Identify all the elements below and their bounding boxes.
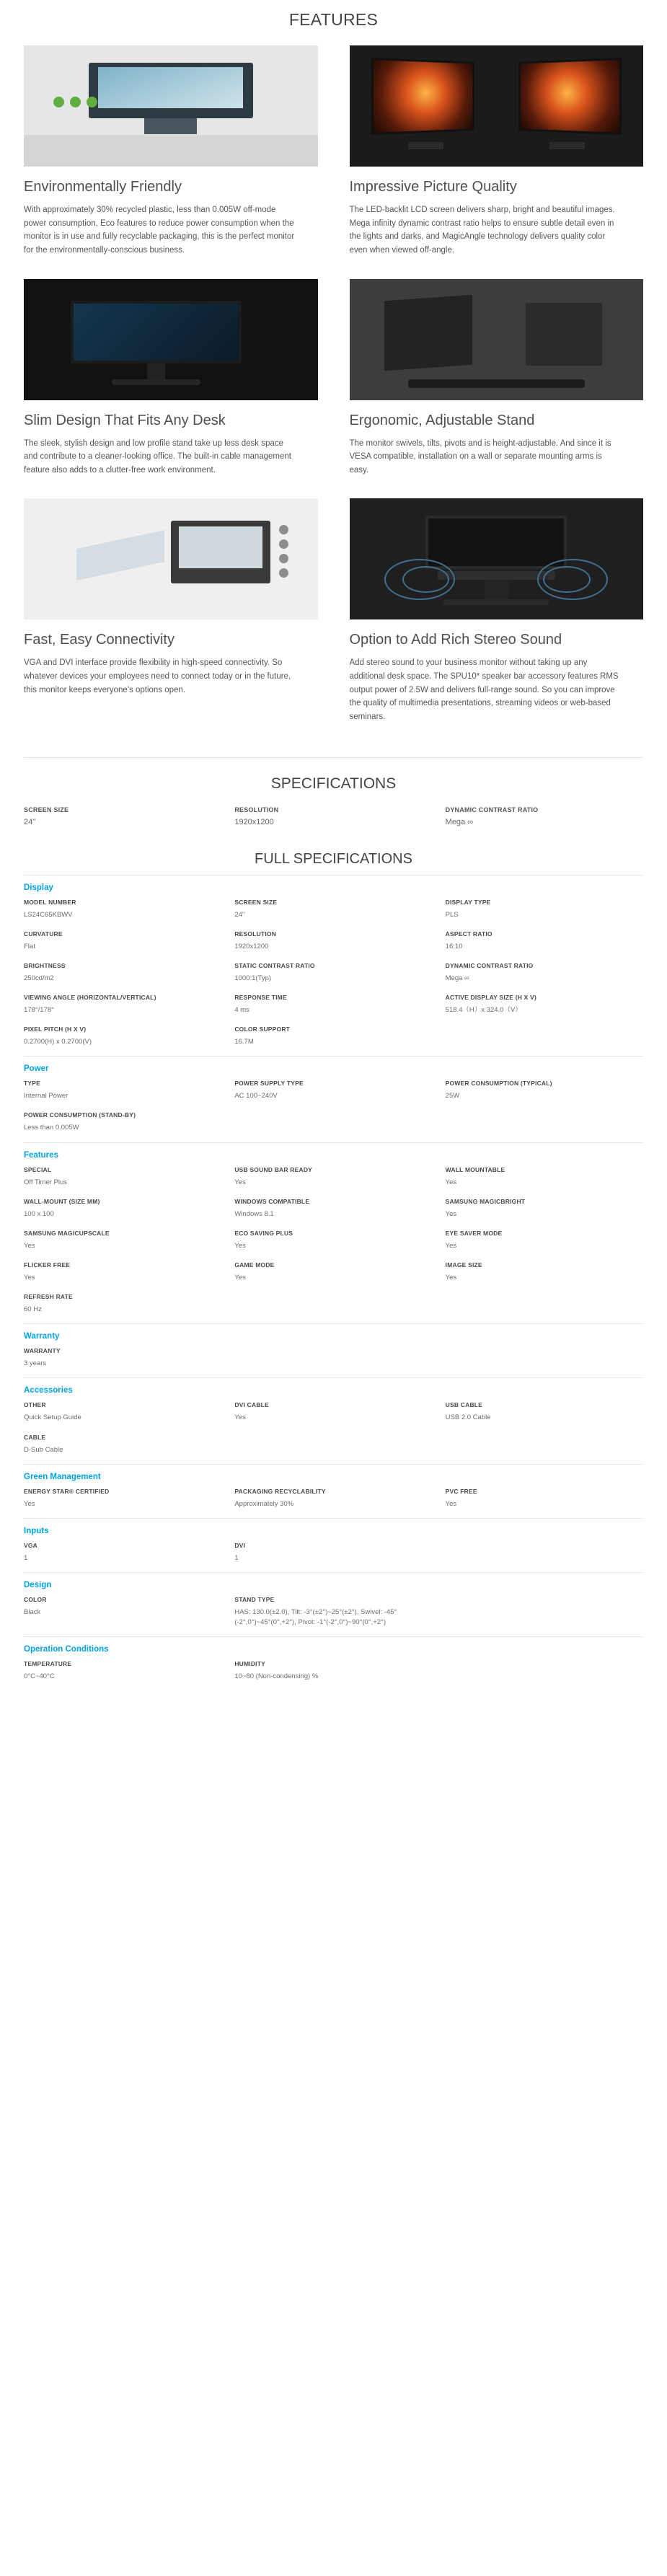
spec-value: Mega ∞ (445, 974, 469, 982)
spec-value: 0.2700(H) x 0.2700(V) (24, 1038, 92, 1046)
full-specifications-table (0, 875, 667, 1711)
section-divider (24, 757, 643, 758)
spec-key: RESOLUTION (234, 930, 277, 938)
spec-cell (24, 994, 221, 1015)
feature-image-connectivity (24, 498, 318, 619)
spec-value: AC 100~240V (234, 1092, 278, 1100)
feature-title: Slim Design That Fits Any Desk (24, 412, 226, 428)
spec-key: SAMSUNG MAGICUPSCALE (24, 1229, 110, 1237)
spec-key: PIXEL PITCH (H X V) (24, 1025, 87, 1033)
spec-section-operation-conditions (24, 1636, 643, 1690)
spec-key: GAME MODE (234, 1261, 275, 1269)
spec-key: DVI CABLE (234, 1401, 269, 1409)
spec-key: TEMPERATURE (24, 1660, 72, 1668)
spec-value: 24" (24, 817, 36, 826)
spec-cell (24, 930, 221, 952)
spec-cell (24, 1261, 221, 1283)
spec-section-green-management (24, 1464, 643, 1518)
spec-section-grid (24, 899, 643, 1054)
spec-value: Off Timer Plus (24, 1178, 68, 1186)
spec-section-heading: Accessories (24, 1386, 73, 1395)
spec-cell (24, 1596, 221, 1628)
feature-body: VGA and DVI interface provide flexibility in high-speed connectivity. So whatever devices your employees need to connect today or in the future, this monitor keeps everyone's options open. (24, 658, 291, 694)
features-grid (0, 45, 667, 724)
spec-key: DISPLAY TYPE (445, 898, 491, 906)
spec-key: SCREEN SIZE (24, 806, 69, 813)
spec-key: HUMIDITY (234, 1660, 266, 1668)
spec-section-warranty (24, 1323, 643, 1377)
spec-section-grid (24, 1488, 643, 1515)
spec-value: 1 (234, 1553, 239, 1562)
spec-value: 1000:1(Typ) (234, 974, 272, 982)
feature-body: The sleek, stylish design and low profile stand take up less desk space and contribute to a cleaner-looking office. The built-in cable management feature also adds to a clutter-free work environment. (24, 438, 291, 475)
spec-key: CURVATURE (24, 930, 63, 938)
feature-image-stereo-sound (350, 498, 644, 619)
spec-section-grid (24, 1401, 643, 1460)
spec-key: WINDOWS COMPATIBLE (234, 1197, 310, 1205)
spec-value: 60 Hz (24, 1305, 42, 1314)
spec-summary-cell (446, 806, 643, 826)
feature-body: Add stereo sound to your business monitor without taking up any additional desk space. The SPU10* speaker bar accessory features RMS output power of 2.5W and delivers full-range sound. So you can improve the quality of multimedia presentations, streaming videos or web-based seminars. (349, 658, 619, 721)
feature-title: Ergonomic, Adjustable Stand (349, 412, 535, 428)
spec-value: 0°C~40°C (24, 1672, 55, 1681)
spec-value: 25W (445, 1092, 460, 1100)
spec-key: ASPECT RATIO (445, 930, 492, 938)
spec-cell (446, 1166, 643, 1188)
spec-cell (234, 994, 432, 1015)
spec-key: STATIC CONTRAST RATIO (234, 961, 315, 969)
feature-title: Option to Add Rich Stereo Sound (349, 632, 562, 648)
spec-cell (234, 930, 432, 952)
spec-key: PACKAGING RECYCLABILITY (234, 1487, 326, 1495)
specifications-summary (0, 806, 667, 826)
spec-key: VGA (24, 1541, 38, 1549)
spec-value: Yes (234, 1241, 246, 1250)
spec-key: WALL MOUNTABLE (445, 1165, 505, 1173)
feature-image-ergonomic-stand (350, 279, 644, 400)
spec-key: MODEL NUMBER (24, 898, 76, 906)
spec-value: 10~80 (Non-condensing) % (234, 1672, 319, 1681)
spec-key: ECO SAVING PLUS (234, 1229, 293, 1237)
feature-title: Fast, Easy Connectivity (24, 632, 175, 648)
feature-title: Impressive Picture Quality (349, 179, 517, 195)
spec-section-heading: Power (24, 1064, 49, 1074)
feature-image-picture-quality (350, 45, 644, 167)
spec-section-grid (24, 1660, 643, 1688)
spec-section-display (24, 875, 643, 1057)
spec-key: SPECIAL (24, 1165, 52, 1173)
spec-cell (24, 1293, 221, 1315)
spec-key: SCREEN SIZE (234, 898, 278, 906)
spec-value: Yes (24, 1499, 35, 1508)
feature-card (350, 45, 644, 257)
spec-cell (234, 962, 432, 984)
spec-value: 16:10 (445, 942, 463, 950)
spec-cell (24, 1542, 221, 1563)
spec-cell (446, 962, 643, 984)
spec-value: Windows 8.1 (234, 1209, 274, 1218)
spec-cell (234, 1401, 432, 1423)
spec-cell (446, 1488, 643, 1509)
spec-key: CABLE (24, 1433, 46, 1441)
spec-value: 518.4（H）x 324.0（V） (445, 1005, 522, 1014)
spec-value: Yes (445, 1209, 457, 1218)
feature-card (350, 498, 644, 723)
spec-cell (234, 899, 432, 920)
spec-cell (24, 1434, 221, 1455)
spec-value: Yes (234, 1413, 246, 1422)
spec-key: COLOR (24, 1596, 47, 1604)
spec-section-features (24, 1142, 643, 1324)
spec-section-grid (24, 1166, 643, 1321)
spec-cell (234, 1230, 432, 1251)
spec-section-grid (24, 1596, 643, 1633)
spec-cell (24, 1401, 221, 1423)
spec-cell (446, 1198, 643, 1219)
spec-cell (234, 1542, 432, 1563)
spec-section-power (24, 1056, 643, 1142)
spec-key: PVC FREE (445, 1487, 477, 1495)
spec-key: POWER SUPPLY TYPE (234, 1080, 304, 1088)
spec-value: Less than 0.005W (24, 1124, 79, 1132)
spec-section-heading: Operation Conditions (24, 1645, 109, 1654)
spec-section-heading: Warranty (24, 1332, 60, 1341)
spec-cell (24, 1488, 221, 1509)
feature-body: The LED-backlit LCD screen delivers sharp, bright and beautiful images. Mega infinity dynamic contrast ratio helps to ensure subtle detail even in the lights and darks, and MagicAngle technology delivers quality color even when viewed off-angle. (349, 206, 615, 255)
spec-value: PLS (445, 910, 459, 919)
full-specifications-heading: FULL SPECIFICATIONS (255, 850, 412, 867)
spec-summary-cell (234, 806, 432, 826)
spec-key: WALL-MOUNT (SIZE MM) (24, 1197, 100, 1205)
spec-value: Approximately 30% (234, 1499, 294, 1508)
spec-cell (446, 1230, 643, 1251)
spec-summary-cell (24, 806, 221, 826)
spec-key: DVI (234, 1541, 246, 1549)
spec-cell (24, 1111, 221, 1133)
features-heading: FEATURES (288, 10, 379, 29)
spec-cell (446, 1401, 643, 1423)
spec-value: D-Sub Cable (24, 1445, 63, 1454)
spec-cell (24, 1166, 221, 1188)
spec-cell (24, 1198, 221, 1219)
spec-section-heading: Design (24, 1581, 52, 1590)
spec-key: EYE SAVER MODE (445, 1229, 503, 1237)
spec-value: Yes (24, 1273, 35, 1282)
spec-key: BRIGHTNESS (24, 961, 66, 969)
spec-key: USB CABLE (445, 1401, 483, 1409)
spec-key: REFRESH RATE (24, 1293, 73, 1301)
spec-cell (446, 899, 643, 920)
spec-value: 1 (24, 1553, 28, 1562)
spec-key: RESPONSE TIME (234, 994, 287, 1002)
spec-value: LS24C65KBWV (24, 910, 73, 919)
feature-card (24, 498, 318, 723)
spec-cell (234, 1025, 432, 1047)
spec-cell (24, 899, 221, 920)
spec-section-heading: Features (24, 1150, 58, 1160)
spec-section-inputs (24, 1518, 643, 1572)
spec-value: Yes (445, 1499, 457, 1508)
spec-cell (234, 1596, 432, 1628)
feature-card (24, 279, 318, 477)
spec-key: IMAGE SIZE (445, 1261, 482, 1269)
spec-cell (24, 1025, 221, 1047)
spec-key: COLOR SUPPORT (234, 1025, 291, 1033)
specifications-heading: SPECIFICATIONS (270, 775, 397, 792)
feature-image-environmentally-friendly (24, 45, 318, 167)
spec-value: Yes (24, 1241, 35, 1250)
spec-cell (234, 1488, 432, 1509)
spec-section-grid (24, 1347, 643, 1375)
spec-cell (446, 1080, 643, 1101)
spec-value: 1920x1200 (234, 942, 269, 950)
spec-value: 178°/178° (24, 1005, 54, 1014)
spec-cell (234, 1080, 432, 1101)
spec-key: SAMSUNG MAGICBRIGHT (445, 1197, 526, 1205)
spec-section-heading: Display (24, 883, 53, 892)
spec-key: FLICKER FREE (24, 1261, 71, 1269)
spec-cell (446, 1261, 643, 1283)
feature-title: Environmentally Friendly (24, 179, 182, 195)
spec-value: 250cd/m2 (24, 974, 54, 982)
spec-section-grid (24, 1080, 643, 1139)
spec-value: USB 2.0 Cable (445, 1413, 491, 1422)
spec-value: 16.7M (234, 1038, 254, 1046)
spec-cell (234, 1166, 432, 1188)
spec-cell (24, 962, 221, 984)
spec-value: Black (24, 1607, 41, 1616)
feature-body: The monitor swivels, tilts, pivots and is height-adjustable. And since it is VESA compatible, installation on a wall or separate mounting arms is easy. (349, 438, 611, 475)
spec-value: 1920x1200 (234, 817, 274, 826)
spec-key: STAND TYPE (234, 1596, 275, 1604)
spec-value: Yes (445, 1241, 457, 1250)
spec-section-grid (24, 1542, 643, 1569)
feature-body: With approximately 30% recycled plastic, less than 0.005W off-mode power consumption, Eco features to reduce power consumption when the monitor is in use and fully recyclable packaging, this is the perfect monitor for the environmentally-conscious business. (24, 206, 295, 255)
spec-cell (234, 1261, 432, 1283)
spec-value: Quick Setup Guide (24, 1413, 81, 1422)
spec-key: USB SOUND BAR READY (234, 1165, 313, 1173)
feature-card (350, 279, 644, 477)
spec-value: Yes (234, 1178, 246, 1186)
spec-key: POWER CONSUMPTION (TYPICAL) (445, 1080, 552, 1088)
spec-value: Yes (445, 1178, 457, 1186)
spec-cell (234, 1660, 432, 1682)
spec-key: OTHER (24, 1401, 46, 1409)
spec-value: HAS: 130.0(±2.0), Tilt: -3°(±2°)~25°(±2°), Swivel: -45°(-2°,0°)~45°(0°,+2°), Pivot: -1°(-2°,0°)~90°(0°,+2°) (234, 1607, 397, 1627)
spec-key: DYNAMIC CONTRAST RATIO (445, 806, 539, 813)
spec-key: RESOLUTION (234, 806, 279, 813)
spec-value: Yes (234, 1273, 246, 1282)
spec-value: 3 years (24, 1359, 47, 1368)
spec-value: 100 x 100 (24, 1209, 54, 1218)
spec-section-design (24, 1572, 643, 1636)
spec-value: Mega ∞ (445, 817, 474, 826)
spec-section-heading: Inputs (24, 1526, 49, 1535)
spec-cell (234, 1198, 432, 1219)
spec-value: Flat (24, 942, 35, 950)
spec-key: DYNAMIC CONTRAST RATIO (445, 961, 534, 969)
spec-value: Internal Power (24, 1092, 69, 1100)
feature-image-slim-design (24, 279, 318, 400)
spec-cell (24, 1660, 221, 1682)
spec-section-accessories (24, 1377, 643, 1463)
spec-value: Yes (445, 1273, 457, 1282)
spec-key: VIEWING ANGLE (HORIZONTAL/VERTICAL) (24, 994, 156, 1002)
spec-key: WARRANTY (24, 1347, 61, 1355)
feature-card (24, 45, 318, 257)
spec-cell (446, 930, 643, 952)
spec-value: 24" (234, 910, 245, 919)
spec-value: 4 ms (234, 1005, 249, 1014)
spec-section-heading: Green Management (24, 1472, 101, 1481)
spec-key: ACTIVE DISPLAY SIZE (H X V) (445, 994, 536, 1002)
spec-key: TYPE (24, 1080, 41, 1088)
spec-cell (24, 1347, 221, 1369)
spec-cell (446, 994, 643, 1015)
spec-cell (24, 1230, 221, 1251)
spec-key: ENERGY STAR® CERTIFIED (24, 1487, 110, 1495)
spec-cell (24, 1080, 221, 1101)
spec-key: POWER CONSUMPTION (STAND-BY) (24, 1111, 136, 1119)
